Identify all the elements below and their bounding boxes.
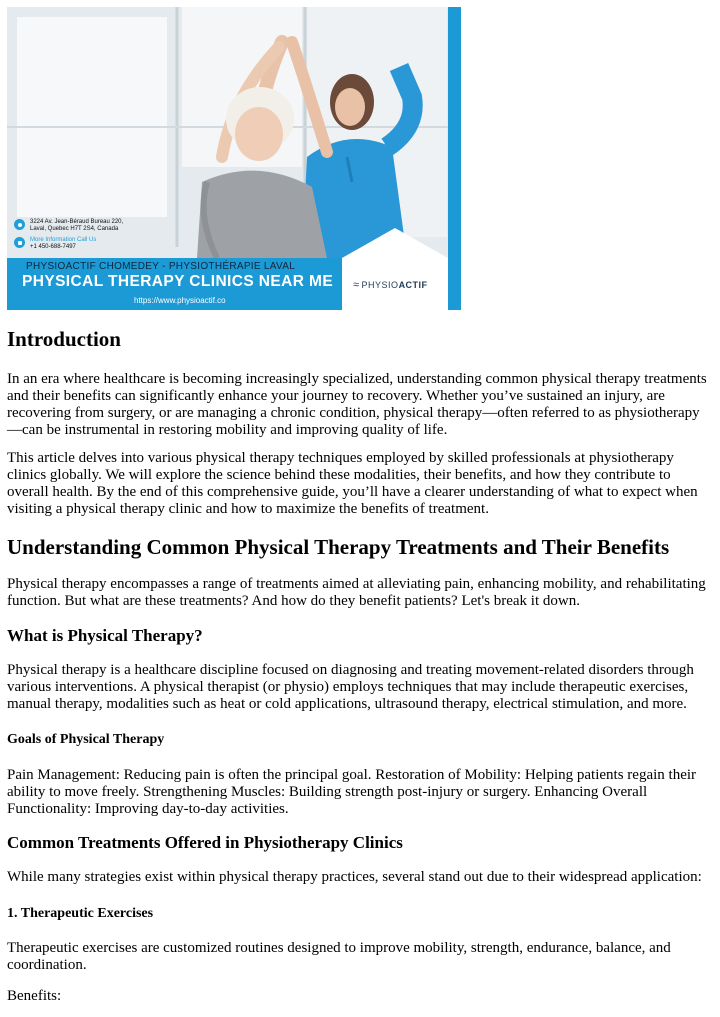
intro-paragraph-2: This article delves into various physical therapy techniques employed by skilled professionals at physiotherapy clinics globally. We will explore the science behind these modalities, their benefits, and how they contribute to overall health. By the end of this comprehensive guide, you’ll have a clearer understanding of what to expect when visiting a physical therapy clinic and how to maximize the benefits of treatment. (7, 450, 698, 517)
logo-swirl-icon: ≈ (353, 279, 360, 291)
intro-paragraph-1: In an era where healthcare is becoming increasingly specialized, understanding common physical therapy treatments and their benefits can significantly enhance your journey to recovery. Whether you’ve sustained an injury, are recovering from surgery, or are managing a chronic condition, physical therapy—often referred to as physiotherapy—can be instrumental in restoring mobility and improving quality of life. (7, 371, 707, 438)
logo-house-shape (342, 228, 448, 258)
heading-understanding-treatments: Understanding Common Physical Therapy Treatments and Their Benefits (7, 535, 670, 559)
heading-therapeutic-exercises: 1. Therapeutic Exercises (7, 906, 154, 921)
banner-url: https://www.physioactif.co (134, 296, 226, 305)
contact-info (14, 219, 164, 255)
goals-paragraph: Pain Management: Reducing pain is often the principal goal. Restoration of Mobility: Helping patients regain their ability to move freely. Strengthening Muscles: Building strength post-injury or surgery. Enhancing Overall Functionality: Improving day-to-day activities. (7, 767, 697, 817)
contact-label: More Information Call Us (30, 237, 97, 243)
common-treatments-paragraph: While many strategies exist within physical therapy practices, several stand out due to their widespread application: (7, 869, 702, 885)
location-pin-icon (14, 219, 25, 230)
benefits-label: Benefits: (7, 988, 62, 1004)
logo-text-bold: ACTIF (398, 280, 428, 290)
heading-what-is-physical-therapy: What is Physical Therapy? (7, 626, 203, 645)
phone-icon (14, 237, 25, 248)
understanding-paragraph: Physical therapy encompasses a range of treatments aimed at alleviating pain, enhancing mobility, and rehabilitating function. But what are these treatments? And how do they benefit patients? Let's break it down. (7, 576, 706, 609)
heading-introduction: Introduction (7, 327, 121, 351)
phone-number: +1 450-688-7497 (30, 244, 76, 250)
physioactif-logo (353, 279, 428, 291)
logo-text-light: PHYSIO (361, 280, 399, 290)
banner-subtitle: PHYSIOACTIF CHOMEDEY - PHYSIOTHÉRAPIE LAVAL (26, 261, 296, 272)
heading-goals: Goals of Physical Therapy (7, 732, 165, 747)
hero-banner-image (7, 7, 461, 310)
what-is-paragraph: Physical therapy is a healthcare discipline focused on diagnosing and treating movement-related disorders through various interventions. A physical therapist (or physio) employs techniques that may include therapeutic exercises, manual therapy, modalities such as heat or cold applications, ultrasound therapy, electrical stimulation, and more. (7, 662, 694, 712)
address-line-2: Laval, Quebec H7T 2S4, Canada (30, 226, 119, 232)
heading-common-treatments: Common Treatments Offered in Physiotherapy Clinics (7, 833, 403, 852)
address-line-1: 3224 Av. Jean-Béraud Bureau 220, (30, 219, 124, 225)
exercises-paragraph: Therapeutic exercises are customized routines designed to improve mobility, strength, endurance, balance, and coordination. (7, 940, 671, 973)
banner-title: PHYSICAL THERAPY CLINICS NEAR ME (22, 273, 334, 290)
banner-side-strip (448, 7, 461, 310)
